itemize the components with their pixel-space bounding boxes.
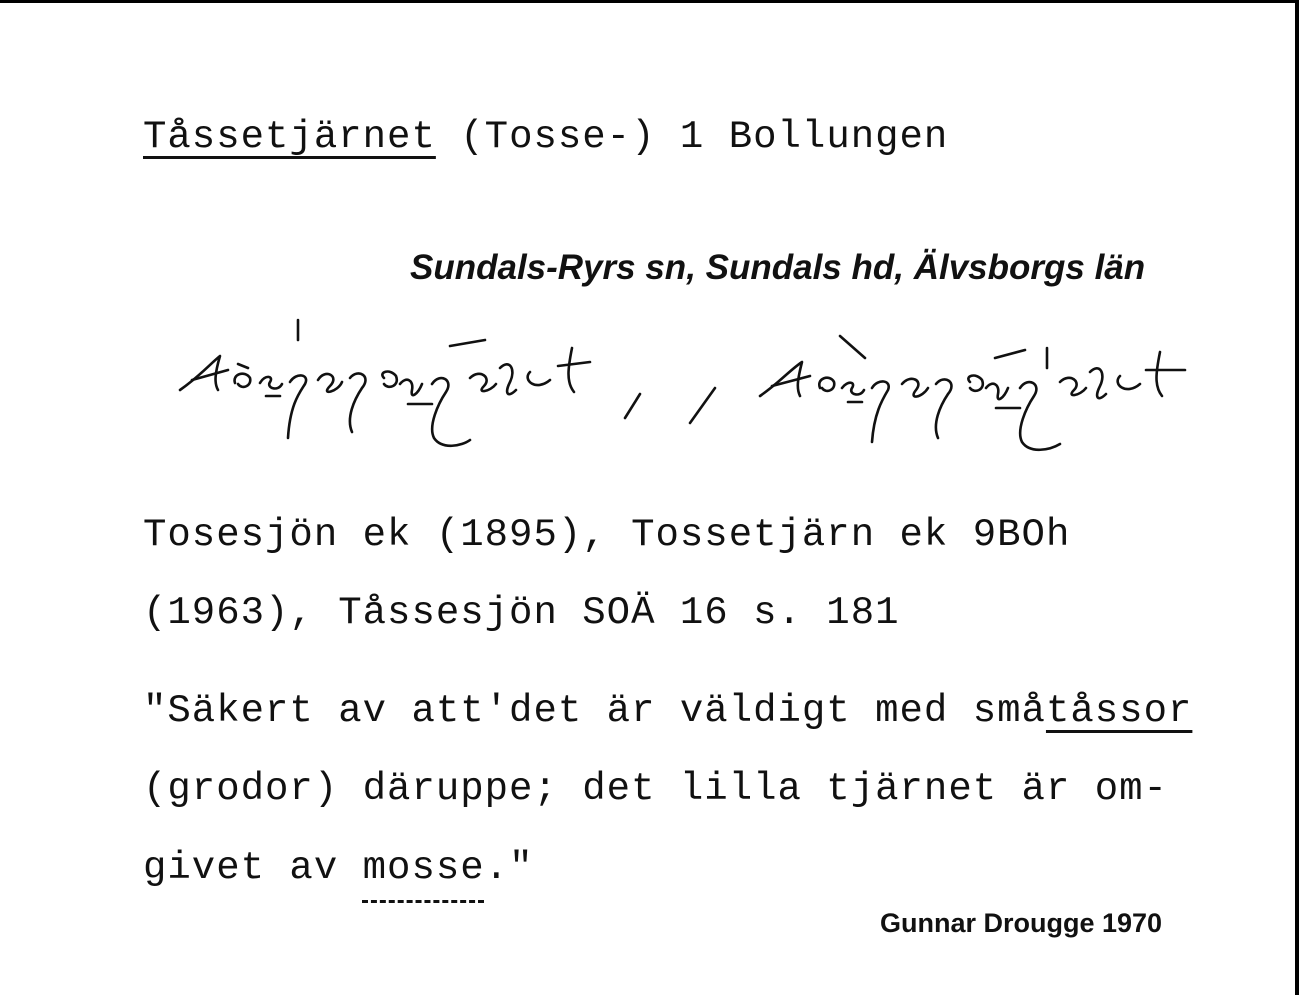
quote-line-1-text: "Säkert av att'det är väldigt med små bbox=[143, 689, 1046, 733]
quote-line-3-text: givet av bbox=[143, 846, 363, 890]
quote-line-3 bbox=[143, 846, 533, 890]
headword: Tåssetjärnet bbox=[143, 115, 436, 159]
location-line: Sundals-Ryrs sn, Sundals hd, Älvsborgs län bbox=[410, 248, 1146, 287]
quote-line-3-end: ." bbox=[484, 846, 534, 890]
quote-underlined-tassor: tåssor bbox=[1045, 689, 1193, 733]
quote-underlined-mosse: mosse bbox=[362, 846, 485, 890]
author-signature: Gunnar Drougge 1970 bbox=[880, 908, 1163, 938]
quote-line-2: (grodor) däruppe; det lilla tjärnet är om- bbox=[143, 767, 1168, 811]
headword-variant: (Tosse-) 1 Bollungen bbox=[435, 115, 949, 159]
forms-line-2: (1963), Tåssesjön SOÄ 16 s. 181 bbox=[143, 591, 900, 635]
forms-line-1: Tosesjön ek (1895), Tossetjärn ek 9BOh bbox=[143, 513, 1071, 557]
headword-line bbox=[143, 115, 948, 159]
quote-line-1 bbox=[143, 689, 1192, 733]
phonetic-handwriting bbox=[170, 318, 1250, 478]
